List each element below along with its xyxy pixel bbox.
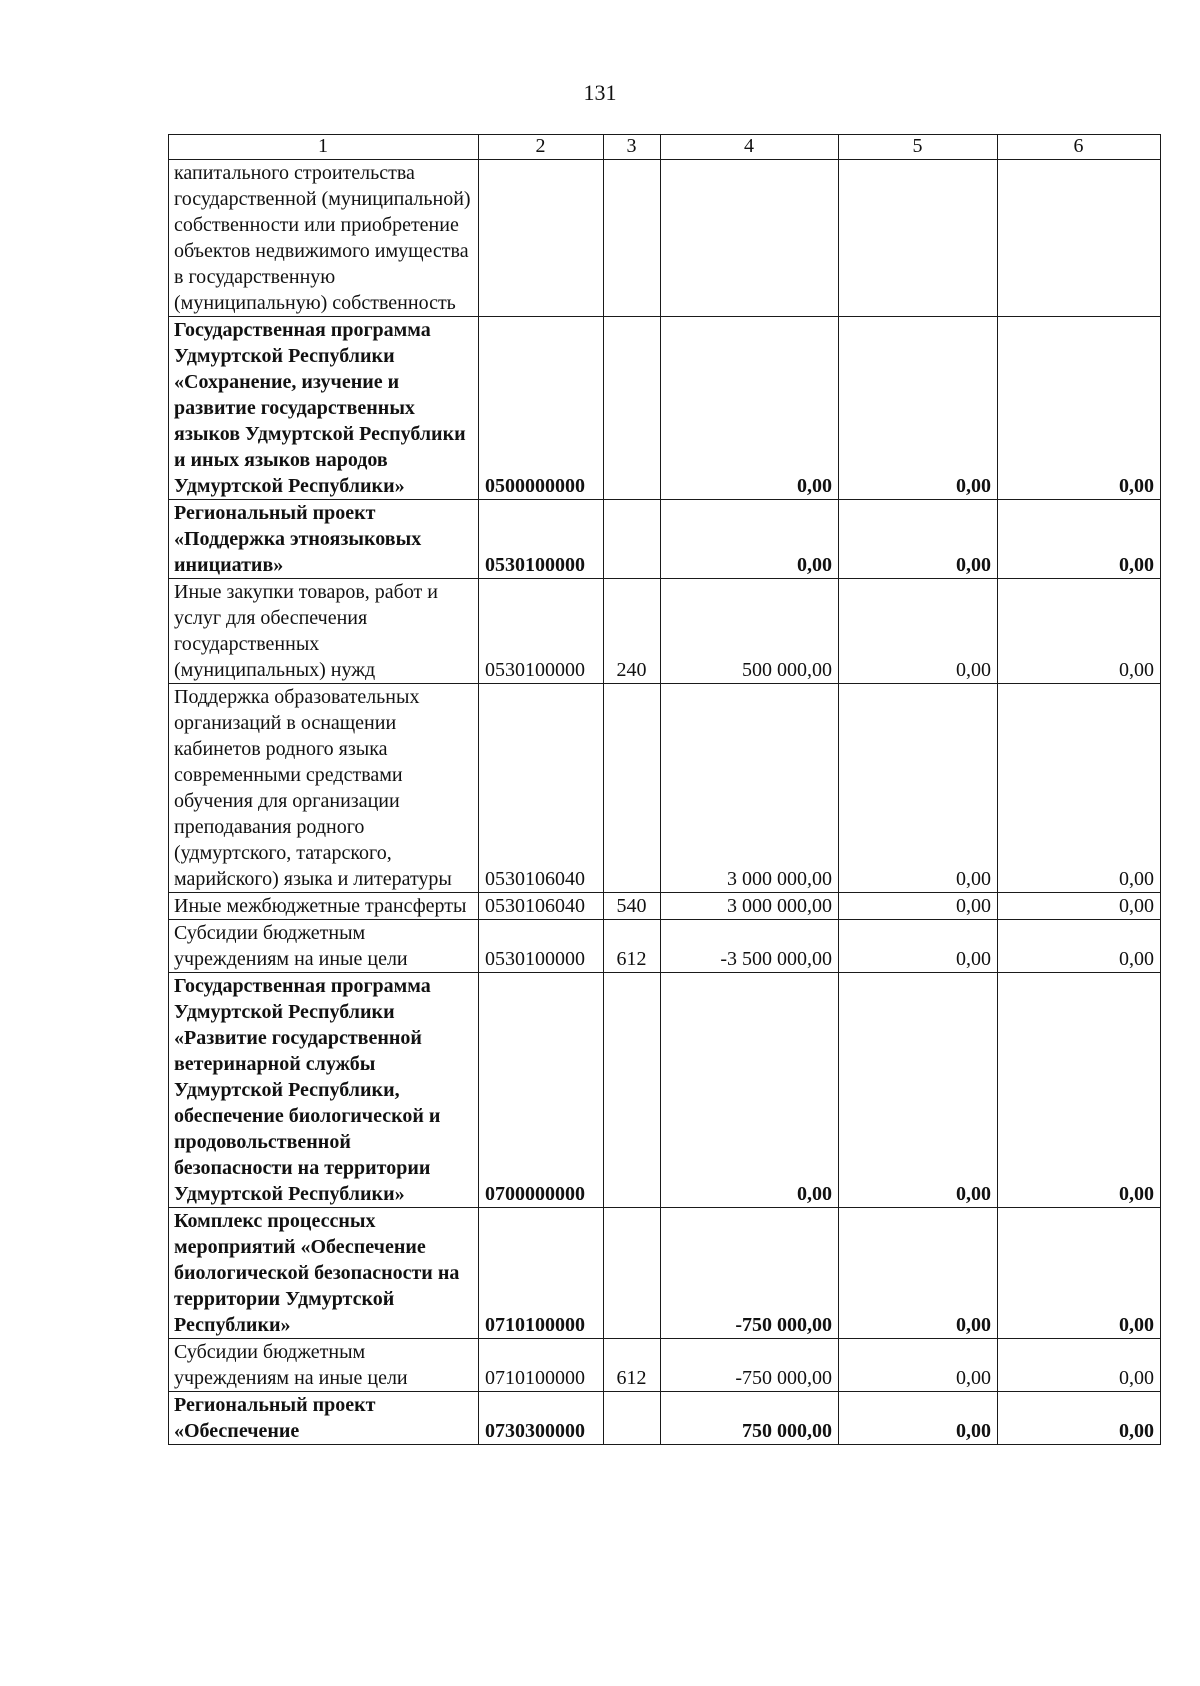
row-expense-type: 540 [604, 893, 661, 920]
row-value-col5: 0,00 [839, 1392, 998, 1445]
row-code: 0530100000 [479, 500, 604, 579]
table-row [169, 920, 1161, 973]
table-row [169, 1208, 1161, 1339]
row-value-col4: 0,00 [661, 317, 839, 500]
column-header: 4 [661, 135, 839, 160]
row-description: Поддержка образовательных организаций в оснащении кабинетов родного языка современными средствами обучения для организации преподавания родного (удмуртского, татарского, марийского) языка и литературы [169, 684, 479, 893]
row-value-col4: 3 000 000,00 [661, 893, 839, 920]
row-value-col5: 0,00 [839, 579, 998, 684]
row-expense-type [604, 684, 661, 893]
row-description: Региональный проект «Обеспечение [169, 1392, 479, 1445]
row-value-col6: 0,00 [998, 317, 1161, 500]
row-value-col4: 3 000 000,00 [661, 684, 839, 893]
row-value-col5: 0,00 [839, 684, 998, 893]
row-code: 0530106040 [479, 684, 604, 893]
table-row [169, 1392, 1161, 1445]
table-row [169, 160, 1161, 317]
row-code: 0530100000 [479, 579, 604, 684]
row-value-col6: 0,00 [998, 1208, 1161, 1339]
row-expense-type [604, 500, 661, 579]
table-row [169, 579, 1161, 684]
row-value-col4 [661, 160, 839, 317]
row-value-col5: 0,00 [839, 973, 998, 1208]
budget-table [168, 134, 1161, 1445]
row-expense-type [604, 1392, 661, 1445]
row-expense-type: 612 [604, 1339, 661, 1392]
row-value-col6: 0,00 [998, 920, 1161, 973]
column-header: 2 [479, 135, 604, 160]
row-value-col6: 0,00 [998, 500, 1161, 579]
row-value-col5 [839, 160, 998, 317]
page-number: 131 [583, 80, 617, 105]
row-value-col5: 0,00 [839, 920, 998, 973]
header-row [169, 135, 1161, 160]
row-value-col5: 0,00 [839, 500, 998, 579]
row-code: 0530100000 [479, 920, 604, 973]
row-code: 0710100000 [479, 1339, 604, 1392]
row-value-col4: -750 000,00 [661, 1339, 839, 1392]
row-code [479, 160, 604, 317]
column-header: 1 [169, 135, 479, 160]
table-row [169, 684, 1161, 893]
row-value-col4: -3 500 000,00 [661, 920, 839, 973]
row-value-col5: 0,00 [839, 1339, 998, 1392]
row-description: Субсидии бюджетным учреждениям на иные цели [169, 1339, 479, 1392]
column-header: 5 [839, 135, 998, 160]
row-description: Государственная программа Удмуртской Республики «Сохранение, изучение и развитие государственных языков Удмуртской Республики и иных языков народов Удмуртской Республики» [169, 317, 479, 500]
row-value-col5: 0,00 [839, 1208, 998, 1339]
table-row [169, 1339, 1161, 1392]
row-code: 0530106040 [479, 893, 604, 920]
column-header: 6 [998, 135, 1161, 160]
row-value-col6: 0,00 [998, 579, 1161, 684]
row-value-col6: 0,00 [998, 893, 1161, 920]
table-row [169, 893, 1161, 920]
row-expense-type [604, 317, 661, 500]
row-description: Региональный проект «Поддержка этноязыковых инициатив» [169, 500, 479, 579]
row-value-col4: 500 000,00 [661, 579, 839, 684]
row-expense-type [604, 1208, 661, 1339]
table-row [169, 973, 1161, 1208]
row-expense-type: 240 [604, 579, 661, 684]
row-description: Иные закупки товаров, работ и услуг для обеспечения государственных (муниципальных) нужд [169, 579, 479, 684]
row-expense-type: 612 [604, 920, 661, 973]
row-description: капитального строительства государственной (муниципальной) собственности или приобретение объектов недвижимого имущества в государственную (муниципальную) собственность [169, 160, 479, 317]
row-value-col6: 0,00 [998, 684, 1161, 893]
row-value-col4: 0,00 [661, 973, 839, 1208]
row-value-col6 [998, 160, 1161, 317]
row-value-col6: 0,00 [998, 1392, 1161, 1445]
row-description: Иные межбюджетные трансферты [169, 893, 479, 920]
table-row [169, 500, 1161, 579]
row-description: Государственная программа Удмуртской Республики «Развитие государственной ветеринарной службы Удмуртской Республики, обеспечение биологической и продовольственной безопасности на территории Удмуртской Республики» [169, 973, 479, 1208]
row-code: 0710100000 [479, 1208, 604, 1339]
row-value-col4: 750 000,00 [661, 1392, 839, 1445]
row-code: 0500000000 [479, 317, 604, 500]
column-header: 3 [604, 135, 661, 160]
table-row [169, 317, 1161, 500]
row-value-col4: -750 000,00 [661, 1208, 839, 1339]
row-code: 0700000000 [479, 973, 604, 1208]
row-value-col5: 0,00 [839, 317, 998, 500]
row-description: Комплекс процессных мероприятий «Обеспечение биологической безопасности на территории Удмуртской Республики» [169, 1208, 479, 1339]
row-value-col5: 0,00 [839, 893, 998, 920]
row-value-col6: 0,00 [998, 1339, 1161, 1392]
row-code: 0730300000 [479, 1392, 604, 1445]
row-value-col6: 0,00 [998, 973, 1161, 1208]
row-value-col4: 0,00 [661, 500, 839, 579]
row-description: Субсидии бюджетным учреждениям на иные цели [169, 920, 479, 973]
row-expense-type [604, 160, 661, 317]
row-expense-type [604, 973, 661, 1208]
